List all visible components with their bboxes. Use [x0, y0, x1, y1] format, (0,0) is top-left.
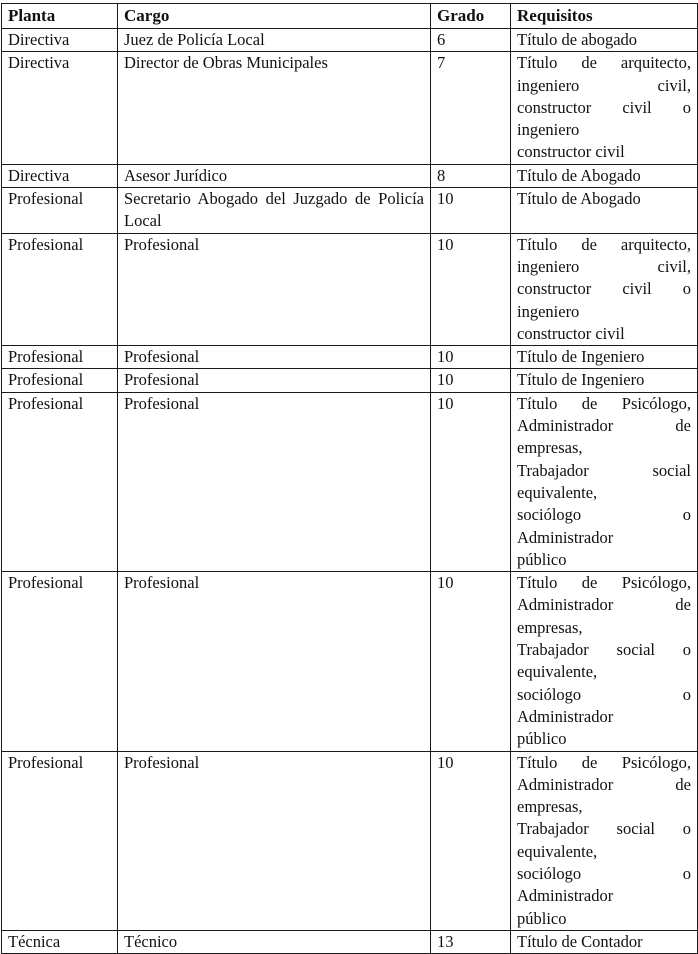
requisito-line: Título de abogado — [517, 30, 638, 49]
cell-planta: Directiva — [2, 164, 118, 187]
requisito-line: constructor civil — [517, 323, 625, 343]
cell-planta: Directiva — [2, 52, 118, 164]
header-planta: Planta — [2, 4, 118, 29]
cell-grado: 10 — [431, 751, 511, 930]
header-grado: Grado — [431, 4, 511, 29]
cell-planta: Directiva — [2, 29, 118, 52]
plantas-table — [1, 3, 698, 954]
table-body — [2, 29, 698, 954]
cell-grado: 10 — [431, 188, 511, 234]
cell-requisitos — [511, 164, 698, 187]
cell-requisitos — [511, 29, 698, 52]
requisito-line: constructor civil o — [517, 279, 691, 299]
requisito-line: Título de Psicólogo, — [517, 393, 691, 413]
requisito-line: Administrador de — [517, 416, 691, 436]
cell-requisitos — [511, 392, 698, 571]
table-row — [2, 29, 698, 52]
requisito-line: público — [517, 729, 567, 749]
requisito-line: Título de Ingeniero — [517, 370, 645, 390]
requisito-line: Título de Contador — [517, 931, 643, 951]
requisito-line: Administrador de — [517, 774, 691, 794]
cell-cargo: Técnico — [118, 930, 431, 953]
requisito-line: empresas, — [517, 617, 583, 637]
header-row — [2, 4, 698, 29]
requisito-line: Título de Abogado — [517, 189, 641, 209]
table-row — [2, 233, 698, 345]
cell-grado: 10 — [431, 392, 511, 571]
cell-grado: 8 — [431, 164, 511, 187]
table-row — [2, 751, 698, 930]
requisito-line: Título de Psicólogo, — [517, 752, 691, 772]
cell-requisitos — [511, 369, 698, 392]
requisito-line: empresas, — [517, 797, 583, 817]
cell-grado: 10 — [431, 369, 511, 392]
cell-cargo: Profesional — [118, 572, 431, 751]
table-row — [2, 572, 698, 751]
requisito-line: Trabajador social o — [517, 819, 691, 839]
cell-cargo: Asesor Jurídico — [118, 164, 431, 187]
cell-cargo: Profesional — [118, 369, 431, 392]
cell-planta: Profesional — [2, 392, 118, 571]
cell-grado: 13 — [431, 930, 511, 953]
requisito-line: constructor civil — [517, 142, 625, 162]
requisito-line: ingeniero — [517, 301, 580, 321]
cell-grado: 10 — [431, 572, 511, 751]
cell-requisitos — [511, 751, 698, 930]
cell-grado: 6 — [431, 29, 511, 52]
cell-cargo: Profesional — [118, 233, 431, 345]
requisito-line: Título de arquitecto, — [517, 53, 691, 73]
cell-planta: Profesional — [2, 751, 118, 930]
cell-cargo: Profesional — [118, 346, 431, 369]
requisito-line: ingeniero — [517, 120, 580, 140]
cell-planta: Técnica — [2, 930, 118, 953]
requisito-line: ingeniero civil, — [517, 75, 691, 95]
cell-cargo: Profesional — [118, 392, 431, 571]
cell-planta: Profesional — [2, 369, 118, 392]
cell-requisitos — [511, 188, 698, 234]
cell-grado: 10 — [431, 346, 511, 369]
requisito-line: Título de arquitecto, — [517, 234, 691, 254]
cell-cargo: Juez de Policía Local — [118, 29, 431, 52]
cell-planta: Profesional — [2, 233, 118, 345]
requisito-line: público — [517, 908, 567, 928]
requisito-line: Administrador — [517, 527, 614, 547]
table-row — [2, 52, 698, 164]
table-row — [2, 930, 698, 953]
requisito-line: público — [517, 549, 567, 569]
requisito-line: equivalente, — [517, 482, 598, 502]
requisito-line: Administrador de — [517, 595, 691, 615]
cell-cargo: Profesional — [118, 751, 431, 930]
requisito-line: Título de Abogado — [517, 165, 641, 185]
requisito-line: Título de Psicólogo, — [517, 573, 691, 593]
requisito-line: equivalente, — [517, 662, 598, 682]
requisito-line: ingeniero civil, — [517, 256, 691, 276]
cell-planta: Profesional — [2, 188, 118, 234]
table-row — [2, 392, 698, 571]
table-row — [2, 369, 698, 392]
requisito-line: sociólogo o — [517, 863, 691, 883]
table-header — [2, 4, 698, 29]
requisito-line: empresas, — [517, 438, 583, 458]
cell-grado: 10 — [431, 233, 511, 345]
cell-planta: Profesional — [2, 346, 118, 369]
cell-grado: 7 — [431, 52, 511, 164]
requisito-line: Trabajador social — [517, 460, 691, 480]
table-row — [2, 188, 698, 234]
header-cargo: Cargo — [118, 4, 431, 29]
cell-cargo: Director de Obras Municipales — [118, 52, 431, 164]
requisito-line: Administrador — [517, 886, 614, 906]
cell-requisitos — [511, 52, 698, 164]
requisito-line: Administrador — [517, 706, 614, 726]
table-row — [2, 346, 698, 369]
table-row — [2, 164, 698, 187]
requisito-line: Título de Ingeniero — [517, 347, 645, 367]
requisito-line: equivalente, — [517, 841, 598, 861]
cell-requisitos — [511, 930, 698, 953]
header-requisitos: Requisitos — [511, 4, 698, 29]
cell-planta: Profesional — [2, 572, 118, 751]
requisito-line: sociólogo o — [517, 684, 691, 704]
cell-requisitos — [511, 233, 698, 345]
cell-requisitos — [511, 572, 698, 751]
requisito-line: Trabajador social o — [517, 640, 691, 660]
requisito-line: sociólogo o — [517, 505, 691, 525]
cell-requisitos — [511, 346, 698, 369]
cell-cargo: Secretario Abogado del Juzgado de Policía Local — [118, 188, 431, 234]
requisito-line: constructor civil o — [517, 97, 691, 117]
